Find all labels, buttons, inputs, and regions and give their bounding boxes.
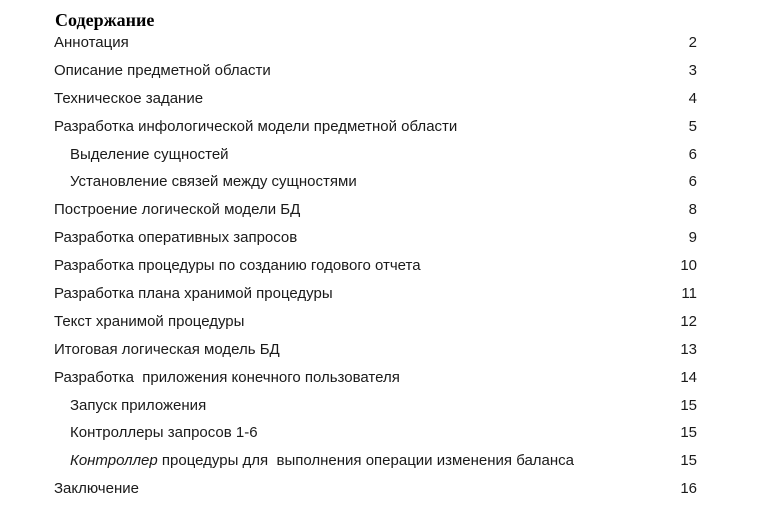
- toc-entry[interactable]: [0, 224, 781, 252]
- toc-entry-page[interactable]: 15: [680, 396, 697, 414]
- toc-entry-page[interactable]: 6: [688, 145, 697, 163]
- toc-entry-page[interactable]: 16: [680, 480, 697, 498]
- toc-entry-title[interactable]: Установление связей между сущностями: [70, 173, 357, 191]
- toc-entry[interactable]: [0, 252, 781, 280]
- toc-entry-title-rest: процедуры для выполнения операции изменения баланса: [157, 452, 575, 470]
- toc-entry[interactable]: [0, 85, 781, 113]
- toc-entry-page[interactable]: 4: [688, 89, 697, 107]
- toc-entry-title[interactable]: Аннотация: [54, 34, 129, 51]
- toc-entry-title[interactable]: Итоговая логическая модель БД: [54, 340, 280, 358]
- toc-list: [0, 29, 781, 503]
- toc-heading: Содержание: [55, 10, 155, 30]
- toc-entry-page[interactable]: 13: [680, 340, 697, 358]
- toc-entry[interactable]: [0, 113, 781, 141]
- toc-subentry[interactable]: [0, 447, 781, 475]
- toc-entry-page[interactable]: 3: [688, 61, 697, 79]
- toc-entry-title[interactable]: Заключение: [54, 480, 139, 498]
- toc-subentry[interactable]: [0, 419, 781, 447]
- toc-entry-page[interactable]: 8: [688, 201, 697, 219]
- toc-entry[interactable]: [0, 336, 781, 364]
- toc-entry-title[interactable]: Запуск приложения: [70, 396, 207, 414]
- toc-entry-title[interactable]: Построение логической модели БД: [54, 201, 301, 219]
- toc-entry[interactable]: [0, 308, 781, 336]
- toc-entry-title[interactable]: Разработка приложения конечного пользователя: [54, 368, 400, 386]
- toc-entry[interactable]: [0, 57, 781, 85]
- toc-entry[interactable]: [0, 475, 781, 503]
- toc-entry-page[interactable]: 15: [680, 424, 697, 442]
- toc-entry-title[interactable]: [70, 447, 574, 475]
- toc-entry-title[interactable]: Разработка инфологической модели предметной области: [54, 117, 458, 135]
- toc-entry[interactable]: [0, 280, 781, 308]
- toc-subentry[interactable]: [0, 168, 781, 196]
- toc-entry-title[interactable]: Контроллеры запросов 1-6: [70, 424, 258, 442]
- toc-entry-page[interactable]: 6: [688, 173, 697, 191]
- toc-entry[interactable]: [0, 364, 781, 392]
- toc-entry-title[interactable]: Текст хранимой процедуры: [54, 312, 245, 330]
- toc-entry-title[interactable]: Разработка плана хранимой процедуры: [54, 285, 333, 303]
- toc-entry-page[interactable]: 5: [688, 117, 697, 135]
- toc-entry-page[interactable]: 9: [688, 229, 697, 247]
- toc-entry-title[interactable]: Техническое задание: [54, 89, 204, 107]
- toc-subentry[interactable]: [0, 141, 781, 169]
- toc-entry-page[interactable]: 14: [680, 368, 697, 386]
- toc-entry-title[interactable]: Описание предметной области: [54, 61, 271, 79]
- toc-entry-page[interactable]: 2: [688, 34, 697, 51]
- toc-entry-title[interactable]: Разработка оперативных запросов: [54, 229, 298, 247]
- toc-entry-title[interactable]: Разработка процедуры по созданию годового отчета: [54, 257, 421, 275]
- toc-entry-title[interactable]: Выделение сущностей: [70, 145, 229, 163]
- toc-entry-page[interactable]: 11: [681, 285, 697, 303]
- toc-entry[interactable]: [0, 29, 781, 57]
- toc-entry[interactable]: [0, 196, 781, 224]
- toc-entry-page[interactable]: 10: [680, 257, 697, 275]
- toc-entry-page[interactable]: 12: [680, 312, 697, 330]
- toc-subentry[interactable]: [0, 392, 781, 420]
- toc-entry-page[interactable]: 15: [680, 452, 697, 470]
- toc-entry-title-italic: Контроллер: [70, 452, 158, 470]
